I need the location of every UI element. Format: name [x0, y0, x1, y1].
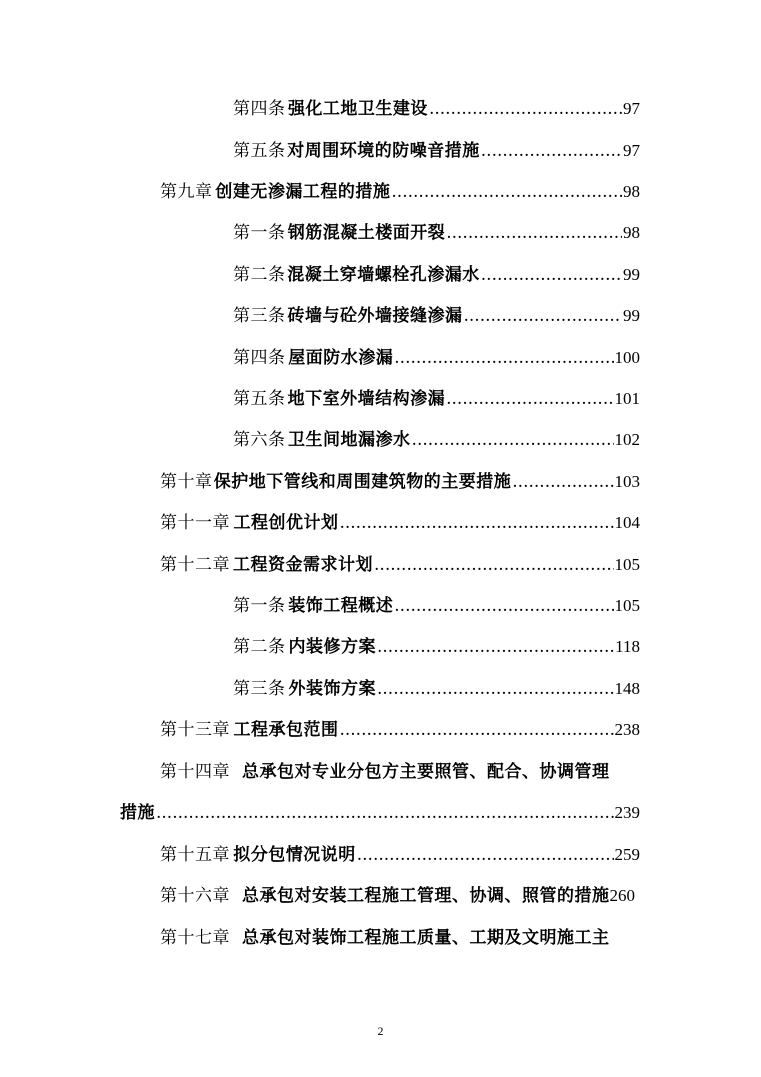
toc-entry-page: 118	[615, 637, 640, 656]
toc-entry-title: 强化工地卫生建设	[287, 99, 428, 119]
toc-dot-leader	[481, 136, 622, 166]
toc-dot-leader	[374, 550, 613, 580]
toc-entry-number: 第五条	[233, 141, 286, 161]
toc-entry-continuation[interactable]	[120, 798, 640, 828]
toc-entry-title: 工程创优计划	[233, 513, 339, 533]
toc-entry-title: 内装修方案	[288, 637, 376, 657]
toc-entry-page: 103	[614, 472, 640, 491]
toc-entry-number: 第四条	[233, 348, 286, 368]
toc-entry-page: 97	[623, 141, 640, 160]
toc-entry[interactable]	[160, 715, 640, 745]
toc-entry-number: 第一条	[233, 223, 286, 243]
toc-dot-leader	[512, 467, 613, 497]
toc-entry-page: 238	[614, 720, 640, 739]
toc-entry[interactable]	[160, 757, 650, 787]
toc-entry-title: 总承包对装饰工程施工质量、工期及文明施工主	[242, 928, 610, 948]
toc-dot-leader	[394, 591, 613, 621]
toc-entry-title: 总承包对专业分包方主要照管、配合、协调管理	[242, 762, 610, 782]
toc-entry[interactable]	[160, 881, 670, 911]
toc-entry-page: 98	[623, 223, 640, 242]
toc-entry[interactable]	[160, 508, 640, 538]
toc-entry[interactable]	[233, 301, 640, 331]
toc-dot-leader	[481, 260, 622, 290]
toc-entry-number: 第三条	[233, 679, 286, 699]
toc-entry-page: 148	[614, 679, 640, 698]
toc-dot-leader	[394, 343, 613, 373]
toc-entry-number: 第一条	[233, 596, 286, 616]
toc-entry-page: 239	[614, 803, 640, 822]
toc-entry-title: 卫生间地漏渗水	[288, 430, 411, 450]
toc-entry-title: 装饰工程概述	[288, 596, 394, 616]
toc-entry-number: 第十三章	[160, 720, 230, 740]
toc-dot-leader	[339, 715, 613, 745]
toc-entry-page: 260	[609, 886, 635, 905]
toc-entry-title: 屋面防水渗漏	[288, 348, 394, 368]
toc-entry-number: 第五条	[233, 389, 286, 409]
toc-entry-number: 第十六章	[160, 886, 230, 906]
toc-entry-page: 102	[614, 430, 640, 449]
toc-entry-page: 101	[614, 389, 640, 408]
toc-entry-title: 砖墙与砼外墙接缝渗漏	[287, 306, 463, 326]
toc-entry-number: 第三条	[233, 306, 286, 326]
toc-entry-number: 第十一章	[160, 513, 230, 533]
toc-entry-number: 第二条	[233, 265, 286, 285]
toc-entry-page: 99	[623, 265, 640, 284]
toc-entry[interactable]	[233, 591, 640, 621]
toc-entry-title: 对周围环境的防噪音措施	[287, 141, 480, 161]
toc-entry-page: 105	[614, 596, 640, 615]
toc-entry-title: 外装饰方案	[288, 679, 376, 699]
toc-entry-page: 104	[614, 513, 640, 532]
toc-entry[interactable]	[233, 218, 640, 248]
toc-entry[interactable]	[233, 674, 640, 704]
toc-entry[interactable]	[233, 260, 640, 290]
toc-entry-page: 259	[614, 845, 640, 864]
toc-dot-leader	[377, 674, 614, 704]
toc-dot-leader	[412, 425, 614, 455]
toc-entry[interactable]	[160, 550, 640, 580]
toc-dot-leader	[446, 218, 622, 248]
toc-entry-number: 第十四章	[160, 762, 230, 782]
toc-entry-number: 第十五章	[160, 845, 230, 865]
toc-entry-title: 工程资金需求计划	[233, 555, 374, 575]
toc-entry-number: 第六条	[233, 430, 286, 450]
toc-entry[interactable]	[233, 632, 640, 662]
toc-entry[interactable]	[233, 94, 640, 124]
toc-dot-leader	[357, 840, 614, 870]
toc-dot-leader	[377, 632, 614, 662]
toc-entry-title: 创建无渗漏工程的措施	[215, 182, 391, 202]
toc-entry[interactable]	[233, 343, 640, 373]
toc-entry-title: 工程承包范围	[233, 720, 339, 740]
page-number: 2	[377, 1024, 384, 1038]
toc-dot-leader	[339, 508, 613, 538]
toc-entry-title: 保护地下管线和周围建筑物的主要措施	[213, 472, 512, 492]
toc-entry[interactable]	[233, 136, 640, 166]
toc-entry-number: 第十七章	[160, 928, 230, 948]
toc-entry-number: 第十二章	[160, 555, 230, 575]
toc-entry-title: 钢筋混凝土楼面开裂	[287, 223, 446, 243]
toc-entry-page: 99	[623, 306, 640, 325]
toc-dot-leader	[391, 177, 622, 207]
toc-entry[interactable]	[160, 923, 650, 953]
toc-entry-page: 98	[623, 182, 640, 201]
toc-dot-leader	[429, 94, 622, 124]
toc-entry[interactable]	[160, 177, 640, 207]
toc-entry-number: 第四条	[233, 99, 286, 119]
toc-entry-number: 第二条	[233, 637, 286, 657]
toc-dot-leader	[464, 301, 623, 331]
toc-dot-leader	[446, 384, 613, 414]
toc-entry-page: 97	[623, 99, 640, 118]
toc-entry[interactable]	[233, 425, 640, 455]
toc-entry-title: 拟分包情况说明	[233, 845, 356, 865]
toc-dot-leader	[156, 798, 614, 828]
toc-entry-title: 混凝土穿墙螺栓孔渗漏水	[287, 265, 480, 285]
toc-entry-title-continuation: 措施	[120, 803, 155, 823]
toc-entry-number: 第十章	[160, 472, 213, 492]
toc-entry-page: 100	[614, 348, 640, 367]
toc-entry[interactable]	[160, 840, 640, 870]
toc-entry-number: 第九章	[160, 182, 213, 202]
toc-entry-page: 105	[614, 555, 640, 574]
toc-entry-title: 总承包对安装工程施工管理、协调、照管的措施	[242, 886, 610, 906]
toc-entry-title: 地下室外墙结构渗漏	[287, 389, 446, 409]
toc-entry[interactable]	[233, 384, 640, 414]
toc-entry[interactable]	[160, 467, 640, 497]
